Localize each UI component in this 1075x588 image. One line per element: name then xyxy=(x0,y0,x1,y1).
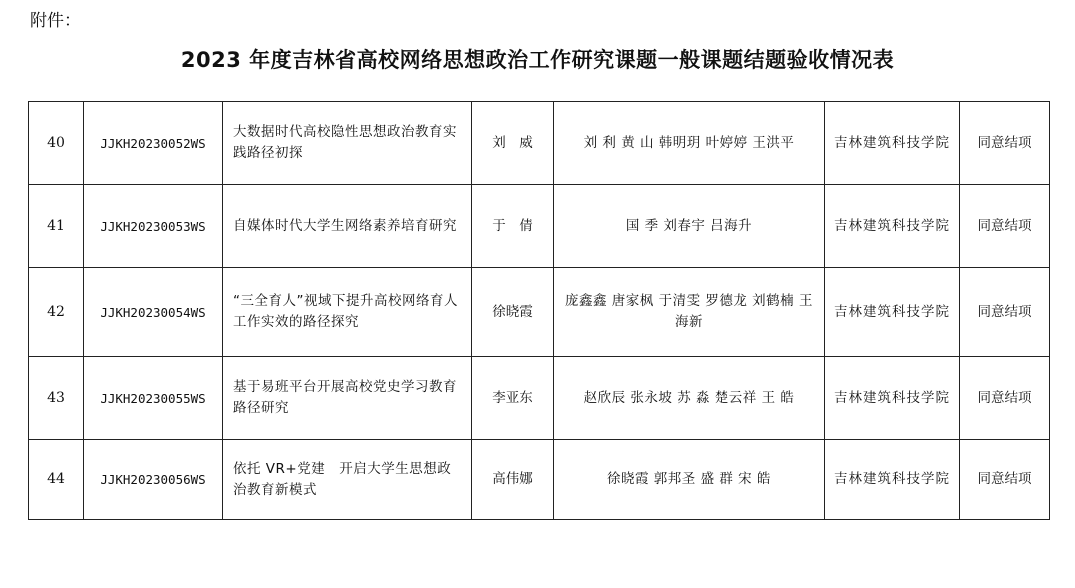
acceptance-result: 同意结项 xyxy=(960,357,1050,440)
row-number: 44 xyxy=(29,440,84,520)
project-unit: 吉林建筑科技学院 xyxy=(825,268,960,357)
row-number: 40 xyxy=(29,102,84,185)
project-members: 国 季 刘春宇 吕海升 xyxy=(554,185,825,268)
project-topic: 大数据时代高校隐性思想政治教育实践路径初探 xyxy=(223,102,472,185)
table-row xyxy=(29,440,1050,520)
table-row xyxy=(29,357,1050,440)
project-leader: 于 倩 xyxy=(472,185,554,268)
project-members: 赵欣辰 张永坡 苏 淼 楚云祥 王 皓 xyxy=(554,357,825,440)
project-leader: 李亚东 xyxy=(472,357,554,440)
project-code: JJKH20230056WS xyxy=(84,440,223,520)
project-topic: “三全育人”视域下提升高校网络育人工作实效的路径探究 xyxy=(223,268,472,357)
acceptance-result: 同意结项 xyxy=(960,102,1050,185)
results-table xyxy=(28,101,1050,520)
project-code: JJKH20230055WS xyxy=(84,357,223,440)
table-row xyxy=(29,102,1050,185)
attachment-label: 附件： xyxy=(30,11,81,31)
project-members: 徐晓霞 郭邦圣 盛 群 宋 皓 xyxy=(554,440,825,520)
project-members: 庞鑫鑫 唐家枫 于清雯 罗德龙 刘鹤楠 王海新 xyxy=(554,268,825,357)
project-leader: 刘 威 xyxy=(472,102,554,185)
table-row xyxy=(29,268,1050,357)
project-unit: 吉林建筑科技学院 xyxy=(825,185,960,268)
project-topic: 自媒体时代大学生网络素养培育研究 xyxy=(223,185,472,268)
project-topic: 依托 VR+党建 开启大学生思想政治教育新模式 xyxy=(223,440,472,520)
table-row xyxy=(29,185,1050,268)
row-number: 41 xyxy=(29,185,84,268)
page-title: 2023 年度吉林省高校网络思想政治工作研究课题一般课题结题验收情况表 xyxy=(180,48,895,72)
project-leader: 徐晓霞 xyxy=(472,268,554,357)
project-code: JJKH20230052WS xyxy=(84,102,223,185)
acceptance-result: 同意结项 xyxy=(960,185,1050,268)
project-unit: 吉林建筑科技学院 xyxy=(825,440,960,520)
row-number: 43 xyxy=(29,357,84,440)
project-code: JJKH20230054WS xyxy=(84,268,223,357)
project-code: JJKH20230053WS xyxy=(84,185,223,268)
project-leader: 高伟娜 xyxy=(472,440,554,520)
project-unit: 吉林建筑科技学院 xyxy=(825,102,960,185)
acceptance-result: 同意结项 xyxy=(960,268,1050,357)
row-number: 42 xyxy=(29,268,84,357)
project-topic: 基于易班平台开展高校党史学习教育路径研究 xyxy=(223,357,472,440)
acceptance-result: 同意结项 xyxy=(960,440,1050,520)
project-members: 刘 利 黄 山 韩明玥 叶婷婷 王洪平 xyxy=(554,102,825,185)
project-unit: 吉林建筑科技学院 xyxy=(825,357,960,440)
